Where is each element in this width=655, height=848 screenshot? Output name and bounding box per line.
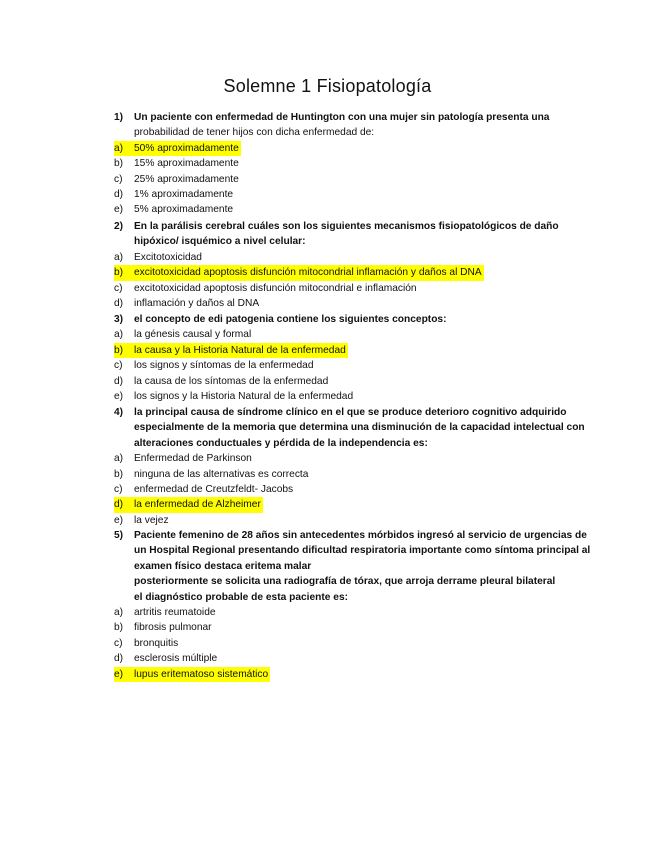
question-text: el diagnóstico probable de esta paciente es: [134,591,348,603]
answer-option [114,265,604,280]
document-title: Solemne 1 Fisiopatología [223,76,432,96]
question-text: Un paciente con enfermedad de Huntington con una mujer sin patología presenta una [134,112,550,123]
option-letter: e) [114,391,124,403]
option-text: los signos y síntomas de la enfermedad [134,360,314,372]
option-letter: d) [114,298,124,310]
question-text: alteraciones conductuales y pérdida de la independencia es: [134,437,428,449]
question-5 [114,528,604,682]
answer-option [114,451,604,466]
option-text: bronquitis [134,637,179,649]
answer-option [114,513,604,528]
option-letter: a) [114,251,124,263]
option-text: enfermedad de Creutzfeldt- Jacobs [134,484,294,496]
answer-option [114,250,604,265]
answer-option [114,202,604,217]
option-text: 1% aproximadamente [134,189,234,201]
option-letter: c) [114,360,123,372]
option-letter: c) [114,282,123,294]
question-text: examen físico destaca eritema malar [134,560,312,572]
option-text: excitotoxicidad apoptosis disfunción mitocondrial e inflamación [134,282,417,294]
answer-option [114,156,604,171]
answer-option [114,620,604,635]
answer-option [114,187,604,202]
option-letter: d) [114,189,124,201]
question-text: un Hospital Regional presentando dificultad respiratoria importante como síntoma principal al [134,545,591,557]
option-letter: b) [114,344,124,356]
option-letter: d) [114,653,124,665]
option-text: 5% aproximadamente [134,204,234,216]
option-letter: a) [114,142,124,154]
question-text: el concepto de edi patogenia contiene los siguientes conceptos: [134,314,447,325]
answer-option [114,296,604,311]
option-text: inflamación y daños al DNA [134,298,260,310]
question-number: 3) [114,314,124,325]
option-letter: e) [114,514,124,526]
option-letter: d) [114,375,124,387]
option-letter: b) [114,622,124,634]
question-number: 2) [114,221,124,232]
option-text: Excitotoxicidad [134,251,202,263]
answer-option [114,141,604,156]
option-text: la causa de los síntomas de la enfermedad [134,375,329,387]
question-number: 5) [114,530,124,541]
answer-option [114,667,604,682]
option-text: excitotoxicidad apoptosis disfunción mitocondrial inflamación y daños al DNA [134,267,482,279]
option-text: la vejez [134,514,169,526]
answer-option [114,467,604,482]
option-text: ninguna de las alternativas es correcta [134,468,309,480]
question-3 [114,312,604,404]
question-number: 1) [114,112,124,123]
option-text: artritis reumatoide [134,607,216,619]
answer-option [114,605,604,620]
option-letter: a) [114,329,124,341]
option-text: la enfermedad de Alzheimer [134,499,261,511]
option-letter: e) [114,204,124,216]
option-text: Enfermedad de Parkinson [134,453,252,465]
option-letter: c) [114,637,123,649]
answer-option [114,497,604,512]
option-letter: a) [114,607,124,619]
answer-option [114,172,604,187]
option-text: la causa y la Historia Natural de la enfermedad [134,344,346,356]
answer-option [114,482,604,497]
question-text: En la parálisis cerebral cuáles son los siguientes mecanismos fisiopatológicos de daño [134,221,559,232]
answer-option [114,636,604,651]
option-letter: a) [114,453,124,465]
question-4 [114,405,604,528]
question-text: probabilidad de tener hijos con dicha enfermedad de: [134,127,375,139]
question-1 [114,110,604,218]
option-letter: b) [114,158,124,170]
answer-option [114,281,604,296]
option-text: fibrosis pulmonar [134,622,212,634]
option-text: la génesis causal y formal [134,329,252,341]
answer-option [114,389,604,404]
question-number: 4) [114,407,124,418]
question-text: Paciente femenino de 28 años sin antecedentes mórbidos ingresó al servicio de urgencias de [134,530,587,541]
question-text: posteriormente se solicita una radiografía de tórax, que arroja derrame pleural bilateral [134,576,556,588]
answer-option [114,343,604,358]
option-letter: b) [114,468,124,480]
option-text: lupus eritematoso sistemático [134,668,269,680]
answer-option [114,374,604,389]
option-text: 50% aproximadamente [134,142,239,154]
question-text: la principal causa de síndrome clínico en el que se produce deterioro cognitivo adquirido [134,407,567,418]
option-text: los signos y la Historia Natural de la enfermedad [134,391,354,403]
option-text: 25% aproximadamente [134,173,239,185]
option-letter: b) [114,267,124,279]
option-letter: c) [114,484,123,496]
question-text: hipóxico/ isquémico a nivel celular: [134,236,306,248]
option-letter: e) [114,668,124,680]
option-text: 15% aproximadamente [134,158,239,170]
answer-option [114,358,604,373]
question-text: especialmente de la memoria que determina una disminución de la capacidad intelectual con [134,422,585,434]
answer-option [114,327,604,342]
option-letter: c) [114,173,123,185]
option-letter: d) [114,499,124,511]
option-text: esclerosis múltiple [134,653,218,665]
question-2 [114,219,604,311]
answer-option [114,651,604,666]
